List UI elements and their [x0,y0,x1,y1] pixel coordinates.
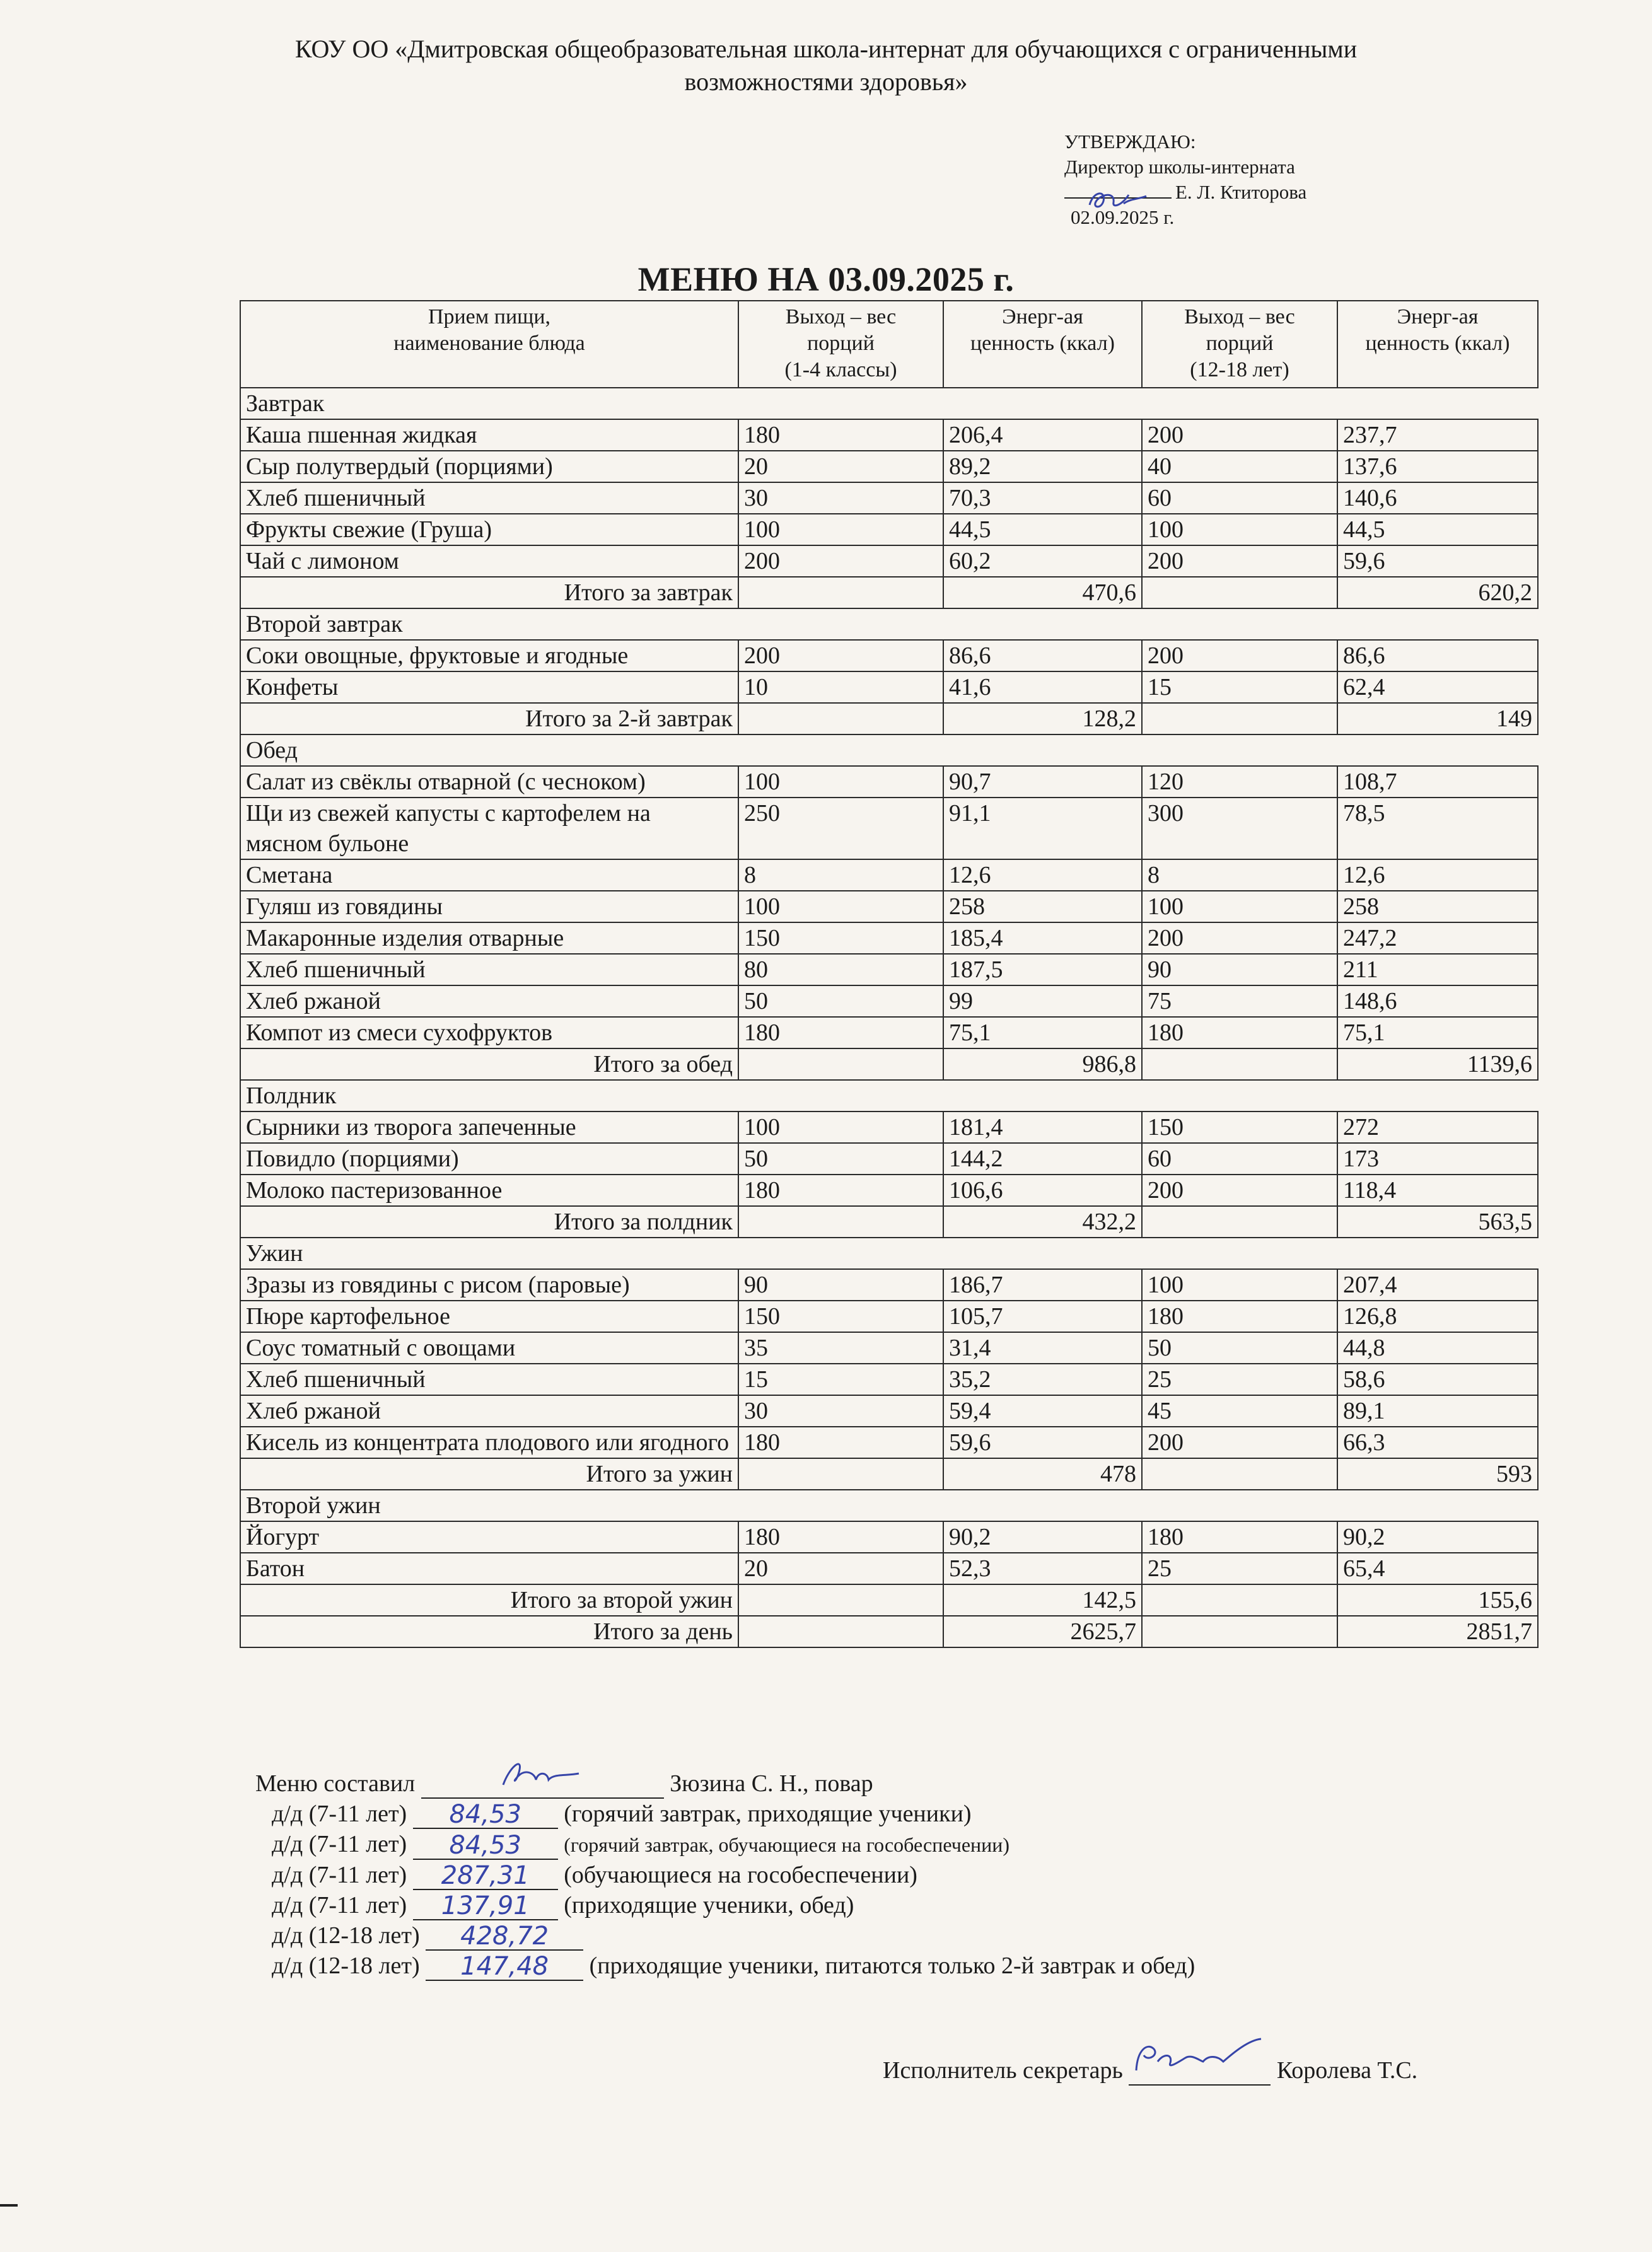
table-row [240,859,1538,891]
approve-signature-line [1064,180,1306,205]
dish-name: Пюре картофельное [240,1301,738,1332]
energy-12-18: 140,6 [1337,482,1538,514]
weight-12-18: 120 [1142,766,1337,798]
section-title: Обед [240,734,1538,766]
energy-1-4: 186,7 [943,1269,1142,1301]
table-row [240,451,1538,482]
weight-1-4: 150 [738,1301,943,1332]
weight-1-4: 100 [738,1111,943,1143]
section-title: Второй ужин [240,1490,1538,1521]
organization-header [189,33,1463,98]
empty-cell [1142,703,1337,734]
weight-12-18: 200 [1142,419,1337,451]
energy-12-18: 173 [1337,1143,1538,1175]
table-row [240,545,1538,577]
weight-12-18: 150 [1142,1111,1337,1143]
energy-1-4: 31,4 [943,1332,1142,1364]
empty-cell [1142,1206,1337,1238]
executor-name: Королева Т.С. [1276,2057,1418,2084]
col-header-energy-12-18: Энерг-ая ценность (ккал) [1337,301,1538,388]
weight-12-18: 180 [1142,1301,1337,1332]
section-total-row [240,1048,1538,1080]
section-row [240,1238,1538,1269]
dish-name: Каша пшенная жидкая [240,419,738,451]
energy-12-18: 78,5 [1337,798,1538,859]
weight-1-4: 180 [738,419,943,451]
approve-name: Е. Л. Ктиторова [1175,181,1307,203]
executor-line [883,2055,1417,2086]
daily-cost-line [255,1890,1195,1920]
table-body [240,388,1538,1647]
table-row [240,1395,1538,1427]
energy-12-18: 62,4 [1337,671,1538,703]
daily-cost-line [255,1799,1195,1829]
approve-date: 02.09.2025 г. [1071,206,1175,228]
energy-1-4: 86,6 [943,640,1142,671]
table-row [240,1427,1538,1458]
empty-cell [738,1206,943,1238]
weight-1-4: 180 [738,1427,943,1458]
cook-signature [421,1770,664,1799]
dish-name: Компот из смеси сухофруктов [240,1017,738,1048]
empty-cell [1142,1048,1337,1080]
age-group-label: д/д (7-11 лет) [272,1831,407,1857]
col-header-weight-12-18: Выход – вес порций (12-18 лет) [1142,301,1337,388]
dish-name: Салат из свёклы отварной (с чесноком) [240,766,738,798]
dish-name: Фрукты свежие (Груша) [240,514,738,545]
daily-cost-line [255,1829,1195,1860]
dish-name: Сыр полутвердый (порциями) [240,451,738,482]
col-header-weight-1-4: Выход – вес порций (1-4 классы) [738,301,943,388]
daily-cost-line [255,1860,1195,1890]
section-total-row [240,1206,1538,1238]
menu-table [240,300,1539,1648]
energy-12-18: 90,2 [1337,1521,1538,1553]
energy-1-4: 60,2 [943,545,1142,577]
energy-12-18: 12,6 [1337,859,1538,891]
energy-12-18: 272 [1337,1111,1538,1143]
section-total-row [240,1584,1538,1616]
energy-1-4: 44,5 [943,514,1142,545]
age-group-label: д/д (12-18 лет) [272,1922,420,1949]
energy-1-4: 90,7 [943,766,1142,798]
table-row [240,1017,1538,1048]
weight-1-4: 30 [738,482,943,514]
daily-cost-lines [255,1799,1195,1981]
dish-name: Батон [240,1553,738,1584]
energy-12-18: 108,7 [1337,766,1538,798]
energy-12-18: 211 [1337,954,1538,985]
table-row [240,671,1538,703]
table-row [240,1521,1538,1553]
dish-name: Молоко пастеризованное [240,1175,738,1206]
table-row [240,1111,1538,1143]
energy-1-4: 59,6 [943,1427,1142,1458]
energy-1-4: 206,4 [943,419,1142,451]
weight-1-4: 20 [738,1553,943,1584]
age-group-label: д/д (7-11 лет) [272,1801,407,1827]
weight-1-4: 35 [738,1332,943,1364]
weight-12-18: 100 [1142,891,1337,922]
weight-12-18: 200 [1142,1175,1337,1206]
energy-12-18: 258 [1337,891,1538,922]
dish-name: Сметана [240,859,738,891]
total-energy-12-18: 563,5 [1337,1206,1538,1238]
weight-1-4: 30 [738,1395,943,1427]
empty-cell [738,1458,943,1490]
energy-1-4: 187,5 [943,954,1142,985]
weight-12-18: 180 [1142,1017,1337,1048]
approve-position: Директор школы-интерната [1064,156,1295,178]
total-label: Итого за ужин [240,1458,738,1490]
total-energy-1-4: 986,8 [943,1048,1142,1080]
weight-1-4: 180 [738,1521,943,1553]
empty-cell [738,577,943,608]
table-row [240,766,1538,798]
weight-1-4: 20 [738,451,943,482]
weight-12-18: 75 [1142,985,1337,1017]
section-title: Второй завтрак [240,608,1538,640]
daily-cost-value: 84,53 [413,1801,558,1829]
table-row [240,1364,1538,1395]
dish-name: Зразы из говядины с рисом (паровые) [240,1269,738,1301]
table-row [240,1143,1538,1175]
energy-12-18: 118,4 [1337,1175,1538,1206]
section-total-row [240,703,1538,734]
daily-cost-note: (приходящие ученики, обед) [564,1892,854,1918]
weight-12-18: 15 [1142,671,1337,703]
day-total-label: Итого за день [240,1616,738,1647]
empty-cell [1142,1458,1337,1490]
composed-name: Зюзина С. Н., повар [670,1770,873,1797]
empty-cell [738,1048,943,1080]
director-signature [1064,197,1172,199]
weight-12-18: 200 [1142,640,1337,671]
energy-1-4: 185,4 [943,922,1142,954]
weight-12-18: 50 [1142,1332,1337,1364]
total-energy-12-18: 593 [1337,1458,1538,1490]
energy-12-18: 148,6 [1337,985,1538,1017]
scan-edge-mark [0,2204,18,2207]
energy-12-18: 89,1 [1337,1395,1538,1427]
energy-1-4: 99 [943,985,1142,1017]
dish-name: Хлеб пшеничный [240,482,738,514]
total-energy-12-18: 1139,6 [1337,1048,1538,1080]
age-group-label: д/д (7-11 лет) [272,1892,407,1918]
weight-12-18: 60 [1142,482,1337,514]
secretary-signature [1129,2057,1271,2086]
dish-name: Соус томатный с овощами [240,1332,738,1364]
weight-1-4: 100 [738,766,943,798]
total-energy-12-18: 155,6 [1337,1584,1538,1616]
weight-1-4: 250 [738,798,943,859]
energy-12-18: 137,6 [1337,451,1538,482]
dish-name: Гуляш из говядины [240,891,738,922]
daily-cost-note: (горячий завтрак, обучающиеся на гособеспечении) [564,1833,1010,1856]
energy-12-18: 237,7 [1337,419,1538,451]
dish-name: Сырники из творога запеченные [240,1111,738,1143]
dish-name: Макаронные изделия отварные [240,922,738,954]
table-row [240,514,1538,545]
weight-1-4: 8 [738,859,943,891]
total-label: Итого за 2-й завтрак [240,703,738,734]
dish-name: Соки овощные, фруктовые и ягодные [240,640,738,671]
table-row [240,798,1538,859]
section-row [240,608,1538,640]
energy-1-4: 144,2 [943,1143,1142,1175]
energy-1-4: 52,3 [943,1553,1142,1584]
section-row [240,734,1538,766]
col-header-dish: Прием пищи, наименование блюда [240,301,738,388]
composed-label: Меню составил [255,1770,416,1797]
section-title: Завтрак [240,388,1538,419]
table-row [240,954,1538,985]
dish-name: Хлеб пшеничный [240,1364,738,1395]
weight-1-4: 15 [738,1364,943,1395]
page-title: МЕНЮ НА 03.09.2025 г. [637,260,1015,298]
weight-12-18: 25 [1142,1364,1337,1395]
dish-name: Щи из свежей капусты с картофелем на мясном бульоне [240,798,738,859]
weight-1-4: 100 [738,514,943,545]
dish-name: Хлеб ржаной [240,985,738,1017]
weight-12-18: 100 [1142,514,1337,545]
section-title: Полдник [240,1080,1538,1111]
energy-1-4: 35,2 [943,1364,1142,1395]
energy-1-4: 258 [943,891,1142,922]
total-energy-1-4: 142,5 [943,1584,1142,1616]
empty-cell [1142,1616,1337,1647]
weight-12-18: 60 [1142,1143,1337,1175]
weight-12-18: 40 [1142,451,1337,482]
weight-12-18: 25 [1142,1553,1337,1584]
dish-name: Конфеты [240,671,738,703]
table-row [240,922,1538,954]
dish-name: Кисель из концентрата плодового или ягодного [240,1427,738,1458]
energy-1-4: 12,6 [943,859,1142,891]
total-energy-1-4: 128,2 [943,703,1142,734]
weight-1-4: 80 [738,954,943,985]
day-total-row [240,1616,1538,1647]
energy-1-4: 41,6 [943,671,1142,703]
org-line-2: возможностями здоровья» [684,67,968,96]
approval-block [1064,129,1306,230]
total-label: Итого за полдник [240,1206,738,1238]
weight-12-18: 8 [1142,859,1337,891]
daily-cost-note: (горячий завтрак, приходящие ученики) [564,1801,972,1827]
energy-12-18: 207,4 [1337,1269,1538,1301]
section-total-row [240,1458,1538,1490]
weight-1-4: 150 [738,922,943,954]
empty-cell [738,703,943,734]
day-total-energy-1-4: 2625,7 [943,1616,1142,1647]
energy-12-18: 247,2 [1337,922,1538,954]
weight-1-4: 50 [738,985,943,1017]
weight-12-18: 200 [1142,1427,1337,1458]
energy-1-4: 75,1 [943,1017,1142,1048]
energy-12-18: 65,4 [1337,1553,1538,1584]
table-row [240,1553,1538,1584]
daily-cost-value: 137,91 [413,1893,558,1920]
age-group-label: д/д (7-11 лет) [272,1862,407,1888]
dish-name: Йогурт [240,1521,738,1553]
energy-1-4: 90,2 [943,1521,1142,1553]
weight-1-4: 200 [738,545,943,577]
total-energy-12-18: 149 [1337,703,1538,734]
daily-cost-line [255,1951,1195,1981]
daily-cost-value: 428,72 [426,1923,583,1951]
table-row [240,985,1538,1017]
weight-1-4: 10 [738,671,943,703]
daily-cost-note: (приходящие ученики, питаются только 2-й завтрак и обед) [589,1953,1195,1979]
total-energy-1-4: 478 [943,1458,1142,1490]
energy-1-4: 89,2 [943,451,1142,482]
table-row [240,640,1538,671]
total-label: Итого за второй ужин [240,1584,738,1616]
weight-12-18: 300 [1142,798,1337,859]
footer-block [255,1768,1195,1981]
table-row [240,891,1538,922]
section-total-row [240,577,1538,608]
energy-1-4: 105,7 [943,1301,1142,1332]
energy-12-18: 58,6 [1337,1364,1538,1395]
empty-cell [1142,1584,1337,1616]
dish-name: Чай с лимоном [240,545,738,577]
daily-cost-note: (обучающиеся на гособеспечении) [564,1862,917,1888]
daily-cost-line [255,1920,1195,1951]
approve-title: УТВЕРЖДАЮ: [1064,131,1196,153]
total-label: Итого за завтрак [240,577,738,608]
weight-12-18: 200 [1142,545,1337,577]
empty-cell [738,1584,943,1616]
section-title: Ужин [240,1238,1538,1269]
energy-1-4: 181,4 [943,1111,1142,1143]
weight-12-18: 100 [1142,1269,1337,1301]
energy-12-18: 44,5 [1337,514,1538,545]
daily-cost-value: 147,48 [426,1953,583,1981]
energy-1-4: 59,4 [943,1395,1142,1427]
table-row [240,1175,1538,1206]
weight-12-18: 90 [1142,954,1337,985]
energy-12-18: 75,1 [1337,1017,1538,1048]
dish-name: Повидло (порциями) [240,1143,738,1175]
total-energy-12-18: 620,2 [1337,577,1538,608]
total-energy-1-4: 470,6 [943,577,1142,608]
weight-1-4: 200 [738,640,943,671]
energy-12-18: 126,8 [1337,1301,1538,1332]
weight-1-4: 90 [738,1269,943,1301]
section-row [240,1490,1538,1521]
executor-label: Исполнитель секретарь [883,2057,1123,2084]
day-total-energy-12-18: 2851,7 [1337,1616,1538,1647]
energy-1-4: 70,3 [943,482,1142,514]
table-row [240,1301,1538,1332]
dish-name: Хлеб ржаной [240,1395,738,1427]
energy-12-18: 44,8 [1337,1332,1538,1364]
table-row [240,482,1538,514]
weight-12-18: 200 [1142,922,1337,954]
dish-name: Хлеб пшеничный [240,954,738,985]
col-header-energy-1-4: Энерг-ая ценность (ккал) [943,301,1142,388]
total-energy-1-4: 432,2 [943,1206,1142,1238]
section-row [240,388,1538,419]
section-row [240,1080,1538,1111]
age-group-label: д/д (12-18 лет) [272,1953,420,1979]
daily-cost-value: 84,53 [413,1832,558,1860]
energy-1-4: 91,1 [943,798,1142,859]
weight-12-18: 45 [1142,1395,1337,1427]
energy-12-18: 59,6 [1337,545,1538,577]
table-row [240,419,1538,451]
weight-1-4: 50 [738,1143,943,1175]
table-header-row [240,301,1538,388]
empty-cell [1142,577,1337,608]
energy-12-18: 66,3 [1337,1427,1538,1458]
weight-1-4: 180 [738,1017,943,1048]
org-line-1: КОУ ОО «Дмитровская общеобразовательная школа-интернат для обучающихся с ограниченными [294,35,1358,63]
empty-cell [738,1616,943,1647]
energy-1-4: 106,6 [943,1175,1142,1206]
weight-12-18: 180 [1142,1521,1337,1553]
weight-1-4: 100 [738,891,943,922]
table-row [240,1269,1538,1301]
weight-1-4: 180 [738,1175,943,1206]
total-label: Итого за обед [240,1048,738,1080]
energy-12-18: 86,6 [1337,640,1538,671]
daily-cost-value: 287,31 [413,1862,558,1890]
composed-by-line [255,1768,1195,1799]
table-row [240,1332,1538,1364]
